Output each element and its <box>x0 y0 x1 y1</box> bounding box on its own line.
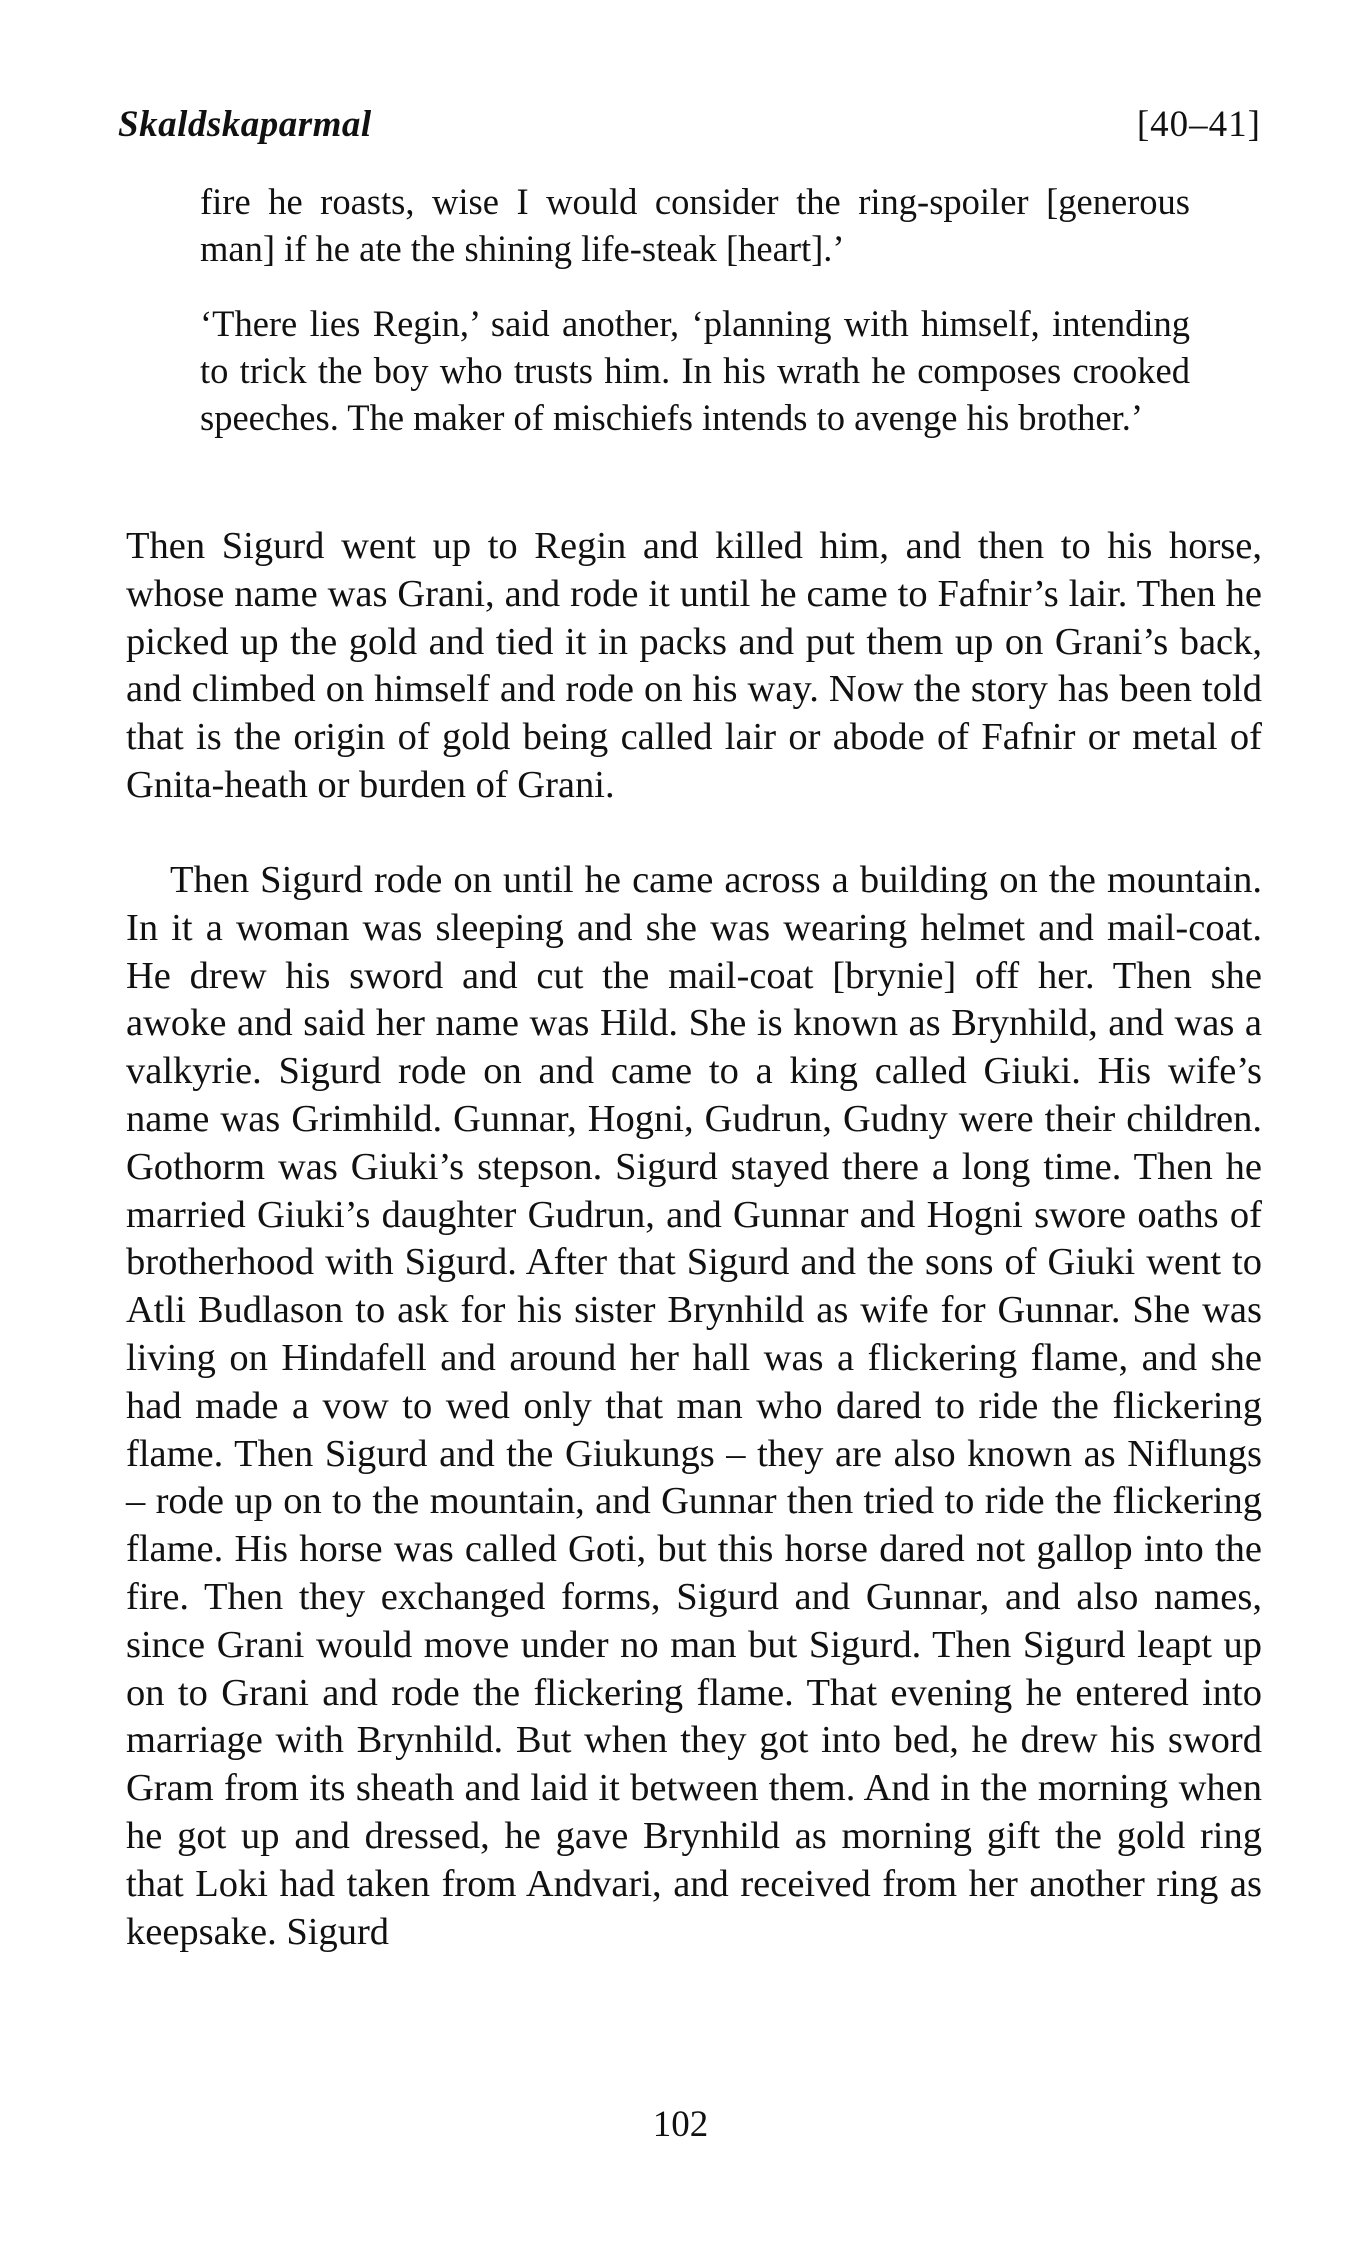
body-paragraph: Then Sigurd rode on until he came across a building on the mountain. In it a woman was sleeping and she was wearing helmet and mail-coat. He drew his sword and cut the mail-coat [brynie] off her. Then she awoke and said her name was Hild. She is known as Brynhild, and was a valkyrie. Sigurd rode on and came to a king called Giuki. His wife’s name was Grimhild. Gunnar, Hogni, Gudrun, Gudny were their children. Gothorm was Giuki’s stepson. Sigurd stayed there a long time. Then he married Giuki’s daughter Gudrun, and Gunnar and Hogni swore oaths of brotherhood with Sigurd. After that Sigurd and the sons of Giuki went to Atli Budlason to ask for his sister Brynhild as wife for Gunnar. She was living on Hindafell and around her hall was a flickering flame, and she had made a vow to wed only that man who dared to ride the flickering flame. Then Sigurd and the Giukungs – they are also known as Niflungs – rode up on to the mountain, and Gunnar then tried to ride the flickering flame. His horse was called Goti, but this horse dared not gallop into the fire. Then they exchanged forms, Sigurd and Gunnar, and also names, since Grani would move under no man but Sigurd. Then Sigurd leapt up on to Grani and rode the flickering flame. That evening he entered into marriage with Brynhild. But when they got into bed, he drew his sword Gram from its sheath and laid it between them. And in the morning when he got up and dressed, he gave Brynhild as morning gift the gold ring that Loki had taken from Andvari, and received from her another ring as keepsake. Sigurd <box>126 859 1262 1953</box>
running-head <box>118 100 1261 150</box>
running-title: Skaldskaparmal <box>118 104 372 145</box>
verse-quote: fire he roasts, wise I would consider the ring-spoiler [generous man] if he ate the shining life-steak [heart].’ <box>200 181 1190 269</box>
section-page-range: [40–41] <box>1136 104 1261 145</box>
verse-quote: ‘There lies Regin,’ said another, ‘planning with himself, intending to trick the boy who trusts him. In his wrath he composes crooked speeches. The maker of mischiefs intends to avenge his brother.’ <box>200 303 1190 438</box>
body-paragraph: Then Sigurd went up to Regin and killed him, and then to his horse, whose name was Grani, and rode it until he came to Fafnir’s lair. Then he picked up the gold and tied it in packs and put them up on Grani’s back, and climbed on himself and rode on his way. Now the story has been told that is the origin of gold being called lair or abode of Fafnir or metal of Gnita-heath or burden of Grani. <box>126 525 1262 806</box>
page-number: 102 <box>652 2104 709 2145</box>
